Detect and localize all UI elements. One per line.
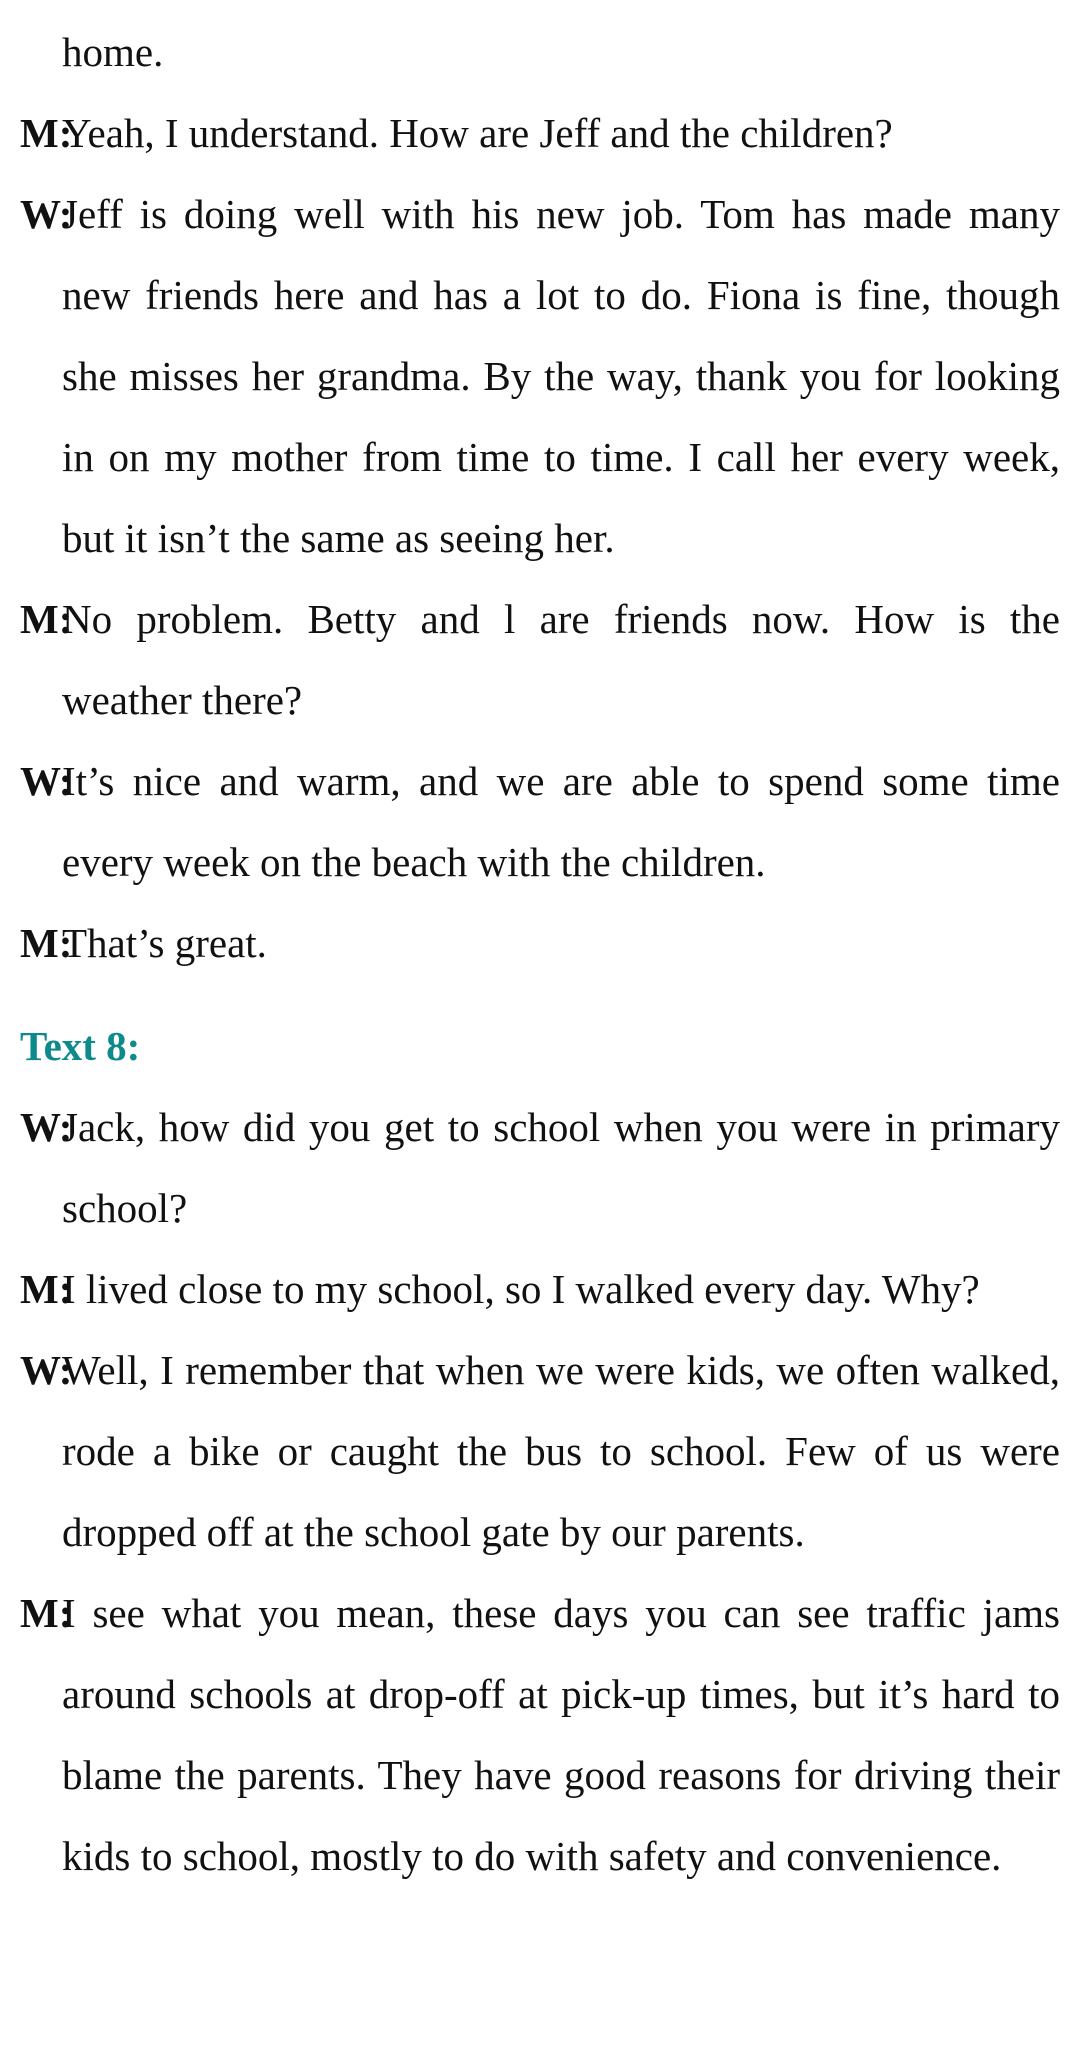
- dialogue-text: No problem. Betty and l are friends now. How is the weather there?: [62, 596, 1060, 723]
- dialogue-text: That’s great.: [62, 920, 267, 966]
- dialogue-line: [0, 579, 1080, 741]
- dialogue-text: Jack, how did you get to school when you were in primary school?: [62, 1104, 1060, 1231]
- dialogue-block-a: [0, 93, 1080, 984]
- dialogue-text: Yeah, I understand. How are Jeff and the children?: [62, 110, 893, 156]
- dialogue-line: [0, 1249, 1080, 1330]
- dialogue-text: I see what you mean, these days you can see traffic jams around schools at drop-off at pick-up times, but it’s hard to blame the parents. They have good reasons for driving their kids to school, mostly to do with safety and convenience.: [62, 1590, 1060, 1879]
- dialogue-line: [0, 741, 1080, 903]
- speaker-label: M:: [20, 1266, 73, 1312]
- dialogue-line: [0, 1087, 1080, 1249]
- dialogue-text: Well, I remember that when we were kids, we often walked, rode a bike or caught the bus to school. Few of us were dropped off at the school gate by our parents.: [62, 1347, 1060, 1555]
- dialogue-line: [0, 1573, 1080, 1897]
- dialogue-text: Jeff is doing well with his new job. Tom has made many new friends here and has a lot to do. Fiona is fine, though she misses her grandma. By the way, thank you for looking in on my mother from time to time. I call her every week, but it isn’t the same as seeing her.: [62, 191, 1060, 561]
- speaker-label: W:: [20, 1347, 73, 1393]
- speaker-label: W:: [20, 191, 73, 237]
- dialogue-text: It’s nice and warm, and we are able to spend some time every week on the beach with the children.: [62, 758, 1060, 885]
- speaker-label: M:: [20, 110, 73, 156]
- continuation-line: [0, 12, 1080, 93]
- speaker-label: M:: [20, 1590, 73, 1636]
- dialogue-line: [0, 1330, 1080, 1573]
- dialogue-line: [0, 903, 1080, 984]
- dialogue-line: [0, 174, 1080, 579]
- speaker-label: W:: [20, 758, 73, 804]
- dialogue-text: I lived close to my school, so I walked every day. Why?: [62, 1266, 980, 1312]
- dialogue-block-b: [0, 1087, 1080, 1897]
- dialogue-line: [0, 93, 1080, 174]
- section-heading: Text 8:: [20, 1023, 141, 1069]
- speaker-label: M:: [20, 596, 73, 642]
- continuation-text: home.: [62, 29, 164, 75]
- speaker-label: W:: [20, 1104, 73, 1150]
- speaker-label: M:: [20, 920, 73, 966]
